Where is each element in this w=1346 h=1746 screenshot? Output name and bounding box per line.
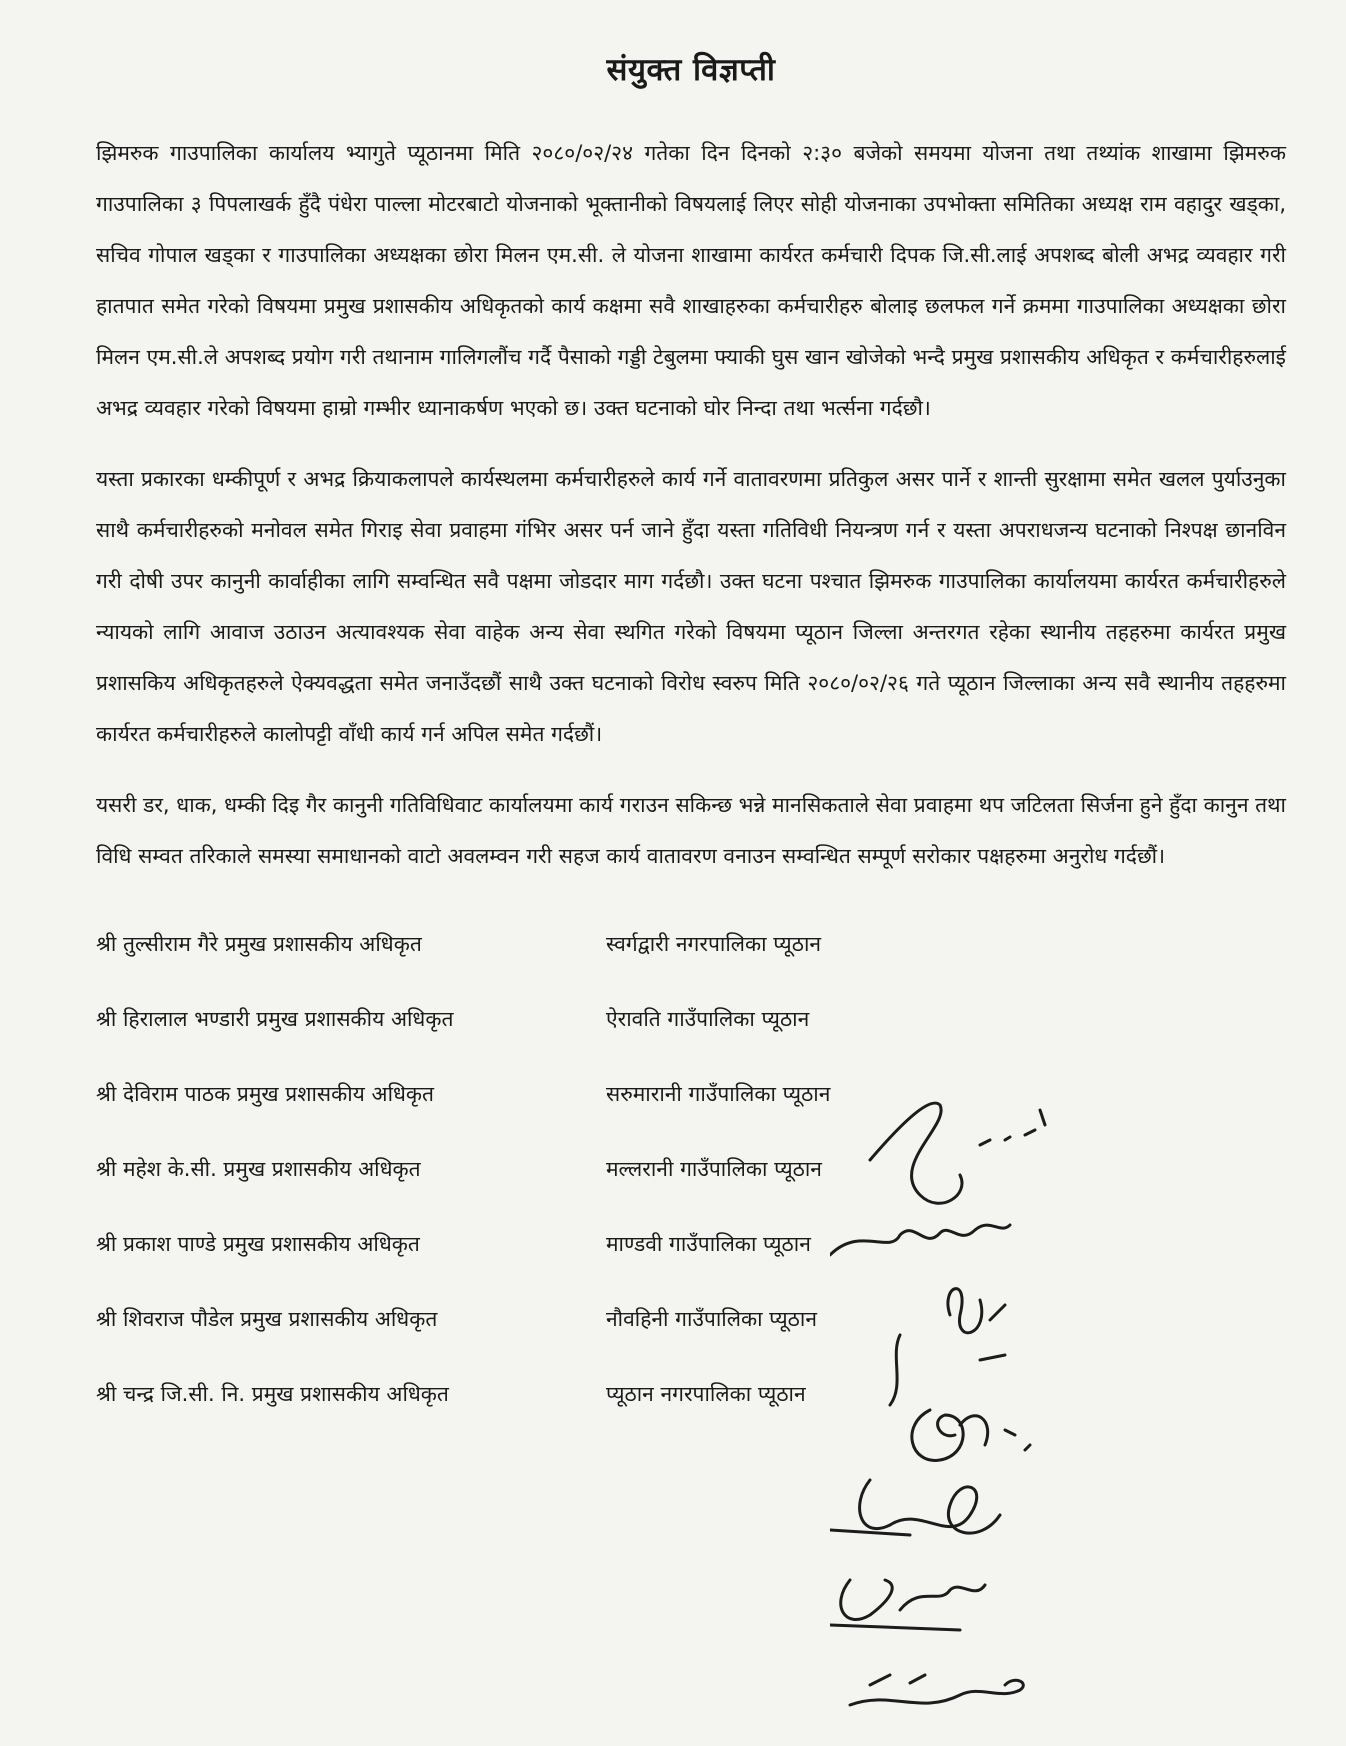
signatory-row [96, 981, 1286, 1056]
paragraph-2: यस्ता प्रकारका धम्कीपूर्ण र अभद्र क्रियाकलापले कार्यस्थलमा कर्मचारीहरुले कार्य गर्ने वातावरणमा प्रतिकुल असर पार्ने र शान्ती सुरक्षामा समेत खलल पुर्याउनुका साथै कर्मचारीहरुको मनोवल समेत गिराइ सेवा प्रवाहमा गंभिर असर पर्न जाने हुँदा यस्ता गतिविधी नियन्त्रण गर्न र यस्ता अपराधजन्य घटनाको निश्पक्ष छानविन गरी दोषी उपर कानुनी कार्वाहीका लागि सम्वन्धित सवै पक्षमा जोडदार माग गर्दछौ। उक्त घटना पश्चात झिमरुक गाउपालिका कार्यालयमा कार्यरत कर्मचारीहरुले न्यायको लागि आवाज उठाउन अत्यावश्यक सेवा वाहेक अन्य सेवा स्थगित गरेको विषयमा प्यूठान जिल्ला अन्तरगत रहेका स्थानीय तहहरुमा कार्यरत प्रमुख प्रशासकिय अधिकृतहरुले ऐक्यवद्धता समेत जनाउँदछौं साथै उक्त घटनाको विरोध स्वरुप मिति २०८०/०२/२६ गते प्यूठान जिल्लाका अन्य सवै स्थानीय तहहरुमा कार्यरत कर्मचारीहरुले कालोपट्टी वाँधी कार्य गर्न अपिल समेत गर्दछौं। [96, 467, 1286, 746]
signatory-name: श्री हिरालाल भण्डारी प्रमुख प्रशासकीय अधिकृत [96, 1006, 454, 1031]
signatory-office: स्वर्गद्वारी नगरपालिका प्यूठान [606, 931, 822, 956]
signatory-row [96, 1131, 1286, 1206]
signature-6 [830, 1580, 985, 1630]
signatory-row [96, 1356, 1286, 1431]
signatory-office: नौवहिनी गाउँपालिका प्यूठान [606, 1306, 817, 1331]
signatory-name: श्री महेश के.सी. प्रमुख प्रशासकीय अधिकृत [96, 1156, 421, 1181]
signatory-office: प्यूठान नगरपालिका प्यूठान [606, 1381, 806, 1406]
signatory-row [96, 1206, 1286, 1281]
signatory-office: माण्डवी गाउँपालिका प्यूठान [606, 1231, 811, 1256]
signatory-office: सरुमारानी गाउँपालिका प्यूठान [606, 1081, 831, 1106]
paragraph-3: यसरी डर, धाक, धम्की दिइ गैर कानुनी गतिविधिवाट कार्यालयमा कार्य गराउन सकिन्छ भन्ने मानसिकताले सेवा प्रवाहमा थप जटिलता सिर्जना हुने हुँदा कानुन तथा विधि सम्वत तरिकाले समस्या समाधानको वाटो अवलम्वन गरी सहज कार्य वातावरण वनाउन सम्वन्धित सम्पूर्ण सरोकार पक्षहरुमा अनुरोध गर्दछौं। [96, 793, 1286, 868]
signatory-list [96, 906, 1286, 1431]
signatory-row [96, 906, 1286, 981]
signatory-name: श्री शिवराज पौडेल प्रमुख प्रशासकीय अधिकृत [96, 1306, 438, 1331]
signature-7 [850, 1675, 1023, 1705]
signatory-row [96, 1056, 1286, 1131]
signatory-name: श्री चन्द्र जि.सी. नि. प्रमुख प्रशासकीय अधिकृत [96, 1381, 449, 1406]
signatory-name: श्री प्रकाश पाण्डे प्रमुख प्रशासकीय अधिकृत [96, 1231, 420, 1256]
signatory-row [96, 1281, 1286, 1356]
document-title: संयुक्त विज्ञप्ती [606, 52, 776, 88]
signatory-office: ऐरावति गाउँपालिका प्यूठान [606, 1006, 810, 1031]
paragraph-1: झिमरुक गाउपालिका कार्यालय भ्यागुते प्यूठानमा मिति २०८०/०२/२४ गतेका दिन दिनको २:३० बजेको समयमा योजना तथा तथ्यांक शाखामा झिमरुक गाउपालिका ३ पिपलाखर्क हुँदै पंधेरा पाल्ला मोटरबाटो योजनाको भूक्तानीको विषयलाई लिएर सोही योजनाका उपभोक्ता समितिका अध्यक्ष राम वहादुर खड्का, सचिव गोपाल खड्का र गाउपालिका अध्यक्षका छोरा मिलन एम.सी. ले योजना शाखामा कार्यरत कर्मचारी दिपक जि.सी.लाई अपशब्द बोली अभद्र व्यवहार गरी हातपात समेत गरेको विषयमा प्रमुख प्रशासकीय अधिकृतको कार्य कक्षमा सवै शाखाहरुका कर्मचारीहरु बोलाइ छलफल गर्ने क्रममा गाउपालिका अध्यक्षका छोरा मिलन एम.सी.ले अपशब्द प्रयोग गरी तथानाम गालिगलौंच गर्दै पैसाको गड्डी टेबुलमा फ्याकी घुस खान खोजेको भन्दै प्रमुख प्रशासकीय अधिकृत र कर्मचारीहरुलाई अभद्र व्यवहार गरेको विषयमा हाम्रो गम्भीर ध्यानाकर्षण भएको छ। उक्त घटनाको घोर निन्दा तथा भर्त्सना गर्दछौ। [96, 141, 1286, 420]
signatory-office: मल्लरानी गाउँपालिका प्यूठान [606, 1156, 822, 1181]
signatory-name: श्री देविराम पाठक प्रमुख प्रशासकीय अधिकृत [96, 1081, 435, 1106]
signatory-name: श्री तुल्सीराम गैरे प्रमुख प्रशासकीय अधिकृत [96, 931, 422, 956]
signature-5 [830, 1480, 1000, 1535]
